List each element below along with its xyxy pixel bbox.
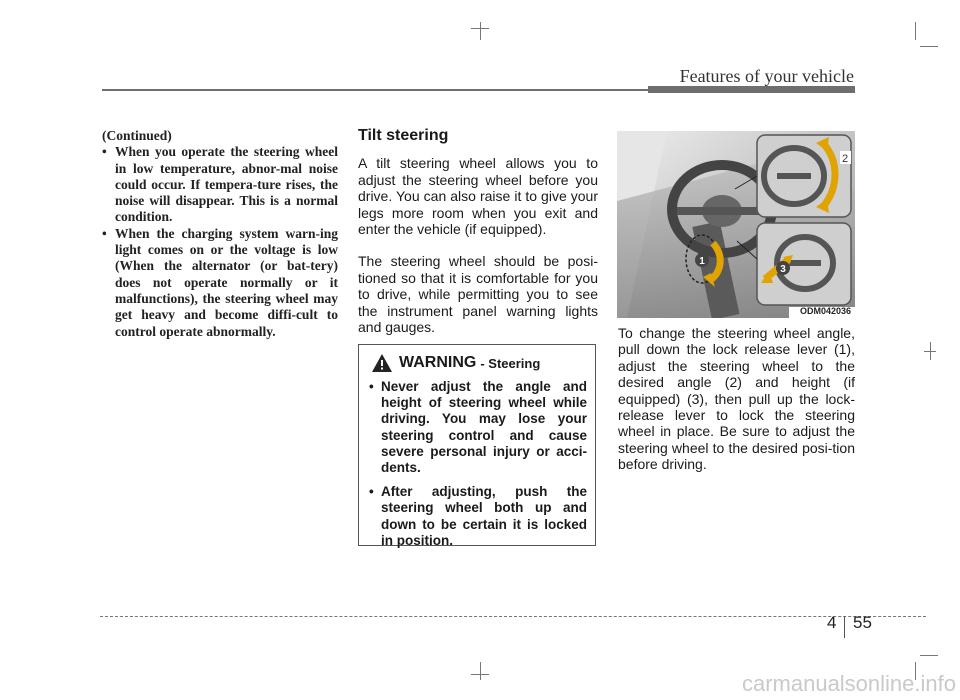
note-item: • When you operate the steering wheel in low temperature, abnor-mal noise could occur. If tempera-ture rises, the noise will disappear. This is a normal condition. [102,144,338,225]
callout-3: 3 [780,264,786,275]
notes-list [102,144,338,340]
tilt-paragraph: A tilt steering wheel allows you to adjust the steering wheel before you drive. You can also raise it to give your legs more room when you exit and enter the vehicle (if equipped). [358,155,598,238]
warning-subject: - Steering [480,355,541,371]
warning-list [369,379,587,557]
warning-triangle-icon [371,353,393,373]
chapter-number: 4 [827,613,837,632]
page-number: 55 [853,613,872,632]
tilt-paragraph: The steering wheel should be posi-tioned so that it is comfortable for you to drive, while permitting you to see the instrument panel warning lights and gauges. [358,253,598,336]
crop-mark-right-bar [924,351,936,352]
watermark-text: carmanualsonline.info [741,671,956,696]
crop-mark-top-right-v [915,22,916,40]
warning-label: WARNING [399,354,477,371]
tilt-steering-title: Tilt steering [358,127,449,144]
callout-1: 1 [699,256,705,267]
crop-mark-bottom-bar [471,674,489,675]
warning-box [358,344,596,546]
header-bar [648,86,855,93]
header-rule [102,89,648,91]
warning-item: • After adjusting, push the steering wheel both up and down to be certain it is locked in position. [369,484,587,549]
continued-notes [102,128,338,340]
note-item: • When the charging system warn-ing light comes on or the voltage is low (When the alternator (or bat-tery) does not operate normally or it malfunctions), the steering wheel may get heavy and become diffi-cult to control operate abnormally. [102,226,338,340]
footer-rule [100,616,926,617]
page-number-separator [844,616,845,638]
crop-mark-bottom [480,662,481,680]
warning-header [371,353,540,373]
section-header-title: Features of your vehicle [679,66,854,86]
callout-2: 2 [841,153,849,165]
crop-mark-bottom-right-h [920,655,938,656]
steering-wheel-figure [617,131,855,318]
tilt-steering-section [358,128,598,351]
crop-mark-top-right-h [920,46,938,47]
continued-label: (Continued) [102,128,172,143]
crop-mark-top [480,22,481,40]
figure-code: ODM042036 [799,306,851,316]
crop-mark-top-bar [471,28,489,29]
steering-wheel-illustration [617,131,855,318]
warning-item: • Never adjust the angle and height of steering wheel while driving. You may lose your steering control and cause severe personal injury or acci-dents. [369,379,587,476]
adjust-paragraph: To change the steering wheel angle, pull down the lock release lever (1), adjust the steering wheel to the desired angle (2) and height (if equipped) (3), then pull up the lock-release lever to lock the steering wheel in place. Be sure to adjust the steering wheel to the desired posi-tion before driving. [618,325,855,473]
adjust-instructions [618,325,855,473]
